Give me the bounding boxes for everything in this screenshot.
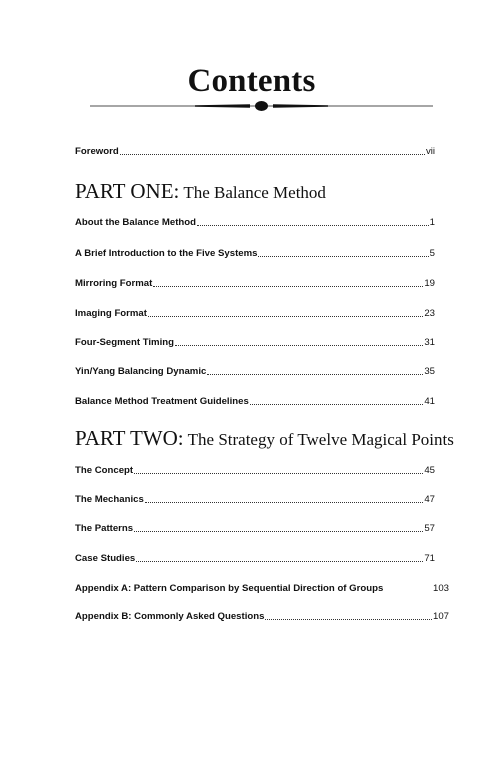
dot-leader bbox=[136, 561, 423, 562]
toc-entry-page: 47 bbox=[424, 494, 435, 505]
toc-entry-page: 57 bbox=[424, 523, 435, 534]
toc-entry-page: vii bbox=[425, 146, 435, 157]
toc-entry-appendix-b[interactable] bbox=[75, 609, 449, 623]
toc-entry-label: Case Studies bbox=[75, 553, 136, 564]
toc-entry-page: 1 bbox=[429, 217, 435, 228]
toc-entry-label: A Brief Introduction to the Five Systems bbox=[75, 248, 258, 259]
toc-entry[interactable] bbox=[75, 521, 435, 535]
toc-entry-page: 31 bbox=[424, 337, 435, 348]
dot-leader bbox=[250, 404, 424, 405]
toc-entry-page: 45 bbox=[424, 465, 435, 476]
toc-entry[interactable] bbox=[75, 394, 435, 408]
toc-entry-label: Four-Segment Timing bbox=[75, 337, 174, 348]
toc-entry-label: Yin/Yang Balancing Dynamic bbox=[75, 366, 207, 377]
toc-entry[interactable] bbox=[75, 306, 435, 320]
toc-entry[interactable] bbox=[75, 551, 435, 565]
dot-leader bbox=[145, 502, 424, 503]
toc-entry-label: Imaging Format bbox=[75, 308, 147, 319]
toc-entry-label: Appendix B: Commonly Asked Questions bbox=[75, 611, 265, 622]
toc-entry-page: 19 bbox=[424, 278, 435, 289]
toc-entry-label: Mirroring Format bbox=[75, 278, 153, 289]
toc-entry-appendix-a[interactable] bbox=[75, 581, 449, 595]
part-two-label: PART TWO: bbox=[75, 426, 184, 450]
toc-entry[interactable] bbox=[75, 246, 435, 260]
toc-entry-page: 35 bbox=[424, 366, 435, 377]
toc-entry-page: 103 bbox=[432, 583, 449, 594]
page-title: Contents bbox=[187, 63, 316, 99]
dot-leader bbox=[265, 619, 432, 620]
dot-leader bbox=[134, 531, 423, 532]
toc-entry-page: 71 bbox=[424, 553, 435, 564]
part-one-subtitle: The Balance Method bbox=[183, 183, 326, 202]
toc-entry-label: The Concept bbox=[75, 465, 134, 476]
dot-leader bbox=[207, 374, 423, 375]
dot-leader bbox=[148, 316, 423, 317]
toc-entry[interactable] bbox=[75, 364, 435, 378]
title-divider-ornament bbox=[90, 99, 433, 113]
dot-leader bbox=[175, 345, 423, 346]
toc-entry-page: 23 bbox=[424, 308, 435, 319]
toc-entry-page: 5 bbox=[429, 248, 435, 259]
toc-entry[interactable] bbox=[75, 492, 435, 506]
part-one-label: PART ONE: bbox=[75, 179, 180, 203]
part-two-heading bbox=[75, 426, 455, 451]
part-one-heading bbox=[75, 179, 455, 204]
dot-leader bbox=[153, 286, 423, 287]
dot-leader bbox=[258, 256, 428, 257]
toc-entry[interactable] bbox=[75, 276, 435, 290]
toc-entry[interactable] bbox=[75, 215, 435, 229]
dot-leader bbox=[197, 225, 429, 226]
dot-leader bbox=[120, 154, 425, 155]
dot-leader bbox=[134, 473, 423, 474]
toc-entry-label: The Patterns bbox=[75, 523, 134, 534]
toc-entry-label: Balance Method Treatment Guidelines bbox=[75, 396, 249, 407]
toc-entry[interactable] bbox=[75, 463, 435, 477]
toc-entry-label: Foreword bbox=[75, 146, 119, 157]
toc-entry[interactable] bbox=[75, 335, 435, 349]
toc-entry-page: 41 bbox=[424, 396, 435, 407]
toc-entry-label: Appendix A: Pattern Comparison by Sequential Direction of Groups bbox=[75, 583, 384, 594]
part-two-subtitle: The Strategy of Twelve Magical Points bbox=[187, 430, 454, 449]
toc-entry-foreword[interactable] bbox=[75, 144, 435, 158]
dot-leader bbox=[384, 591, 432, 592]
toc-entry-label: The Mechanics bbox=[75, 494, 144, 505]
toc-entry-page: 107 bbox=[432, 611, 449, 622]
toc-entry-label: About the Balance Method bbox=[75, 217, 196, 228]
